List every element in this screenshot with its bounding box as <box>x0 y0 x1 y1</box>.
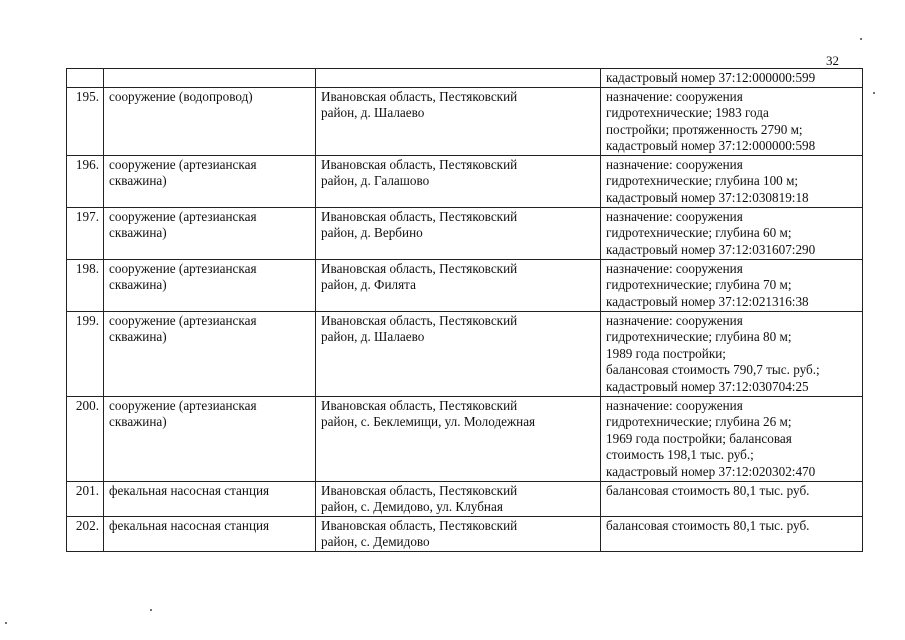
description-line: 1989 года постройки; <box>606 345 726 361</box>
description-line: кадастровый номер 37:12:030704:25 <box>606 378 809 394</box>
description-cell <box>601 481 863 516</box>
register-body <box>67 69 863 552</box>
object-name-cell <box>104 259 316 311</box>
table-row <box>67 155 863 207</box>
object-name-line: сооружение (артезианская <box>109 312 257 328</box>
page-number: 32 <box>826 53 839 68</box>
address-line: Ивановская область, Пестяковский <box>321 88 518 104</box>
description-line: постройки; протяженность 2790 м; <box>606 121 803 137</box>
address-cell <box>316 87 601 155</box>
description-line: гидротехнические; глубина 80 м; <box>606 329 792 344</box>
address-line: район, с. Беклемищи, ул. Молодежная <box>321 414 536 429</box>
description-line: балансовая стоимость 80,1 тыс. руб. <box>606 517 810 533</box>
table-row <box>67 481 863 516</box>
address-cell <box>316 69 601 88</box>
object-name-cell <box>104 516 316 551</box>
address-line: Ивановская область, Пестяковский <box>321 482 518 498</box>
object-name-line: скважина) <box>109 277 167 292</box>
object-name-line: фекальная насосная станция <box>109 482 270 498</box>
description-line: назначение: сооружения <box>606 397 743 413</box>
description-cell <box>601 87 863 155</box>
object-name-cell <box>104 69 316 88</box>
object-name-line: сооружение (артезианская <box>109 397 257 413</box>
description-line: гидротехнические; глубина 70 м; <box>606 277 792 292</box>
object-name-line: скважина) <box>109 329 167 344</box>
description-line: назначение: сооружения <box>606 208 743 224</box>
address-line: Ивановская область, Пестяковский <box>321 156 518 172</box>
address-line: Ивановская область, Пестяковский <box>321 260 518 276</box>
description-cell <box>601 311 863 396</box>
object-name-line: сооружение (водопровод) <box>109 88 253 104</box>
address-line: район, д. Филята <box>321 277 416 292</box>
address-cell <box>316 516 601 551</box>
description-line: стоимость 198,1 тыс. руб.; <box>606 447 754 462</box>
scan-speck <box>150 609 152 611</box>
row-number: 195. <box>67 87 104 155</box>
description-line: назначение: сооружения <box>606 156 743 172</box>
object-name-line: скважина) <box>109 173 167 188</box>
object-name-line: сооружение (артезианская <box>109 156 257 172</box>
description-line: 1969 года постройки; балансовая <box>606 430 792 446</box>
table-row <box>67 69 863 88</box>
property-register-table <box>66 68 863 552</box>
table-row <box>67 396 863 481</box>
description-line: кадастровый номер 37:12:000000:599 <box>606 70 816 85</box>
address-line: Ивановская область, Пестяковский <box>321 312 518 328</box>
address-cell <box>316 396 601 481</box>
address-line: Ивановская область, Пестяковский <box>321 397 518 413</box>
address-cell <box>316 207 601 259</box>
address-line: район, д. Галашово <box>321 173 430 188</box>
address-line: район, д. Вербино <box>321 225 423 240</box>
description-line: гидротехнические; глубина 60 м; <box>606 225 792 240</box>
table-row <box>67 516 863 551</box>
scan-speck <box>873 92 875 94</box>
row-number: 196. <box>67 155 104 207</box>
row-number: 200. <box>67 396 104 481</box>
description-cell <box>601 259 863 311</box>
object-name-line: сооружение (артезианская <box>109 208 257 224</box>
description-line: кадастровый номер 37:12:000000:598 <box>606 138 816 153</box>
row-number: 199. <box>67 311 104 396</box>
address-cell <box>316 259 601 311</box>
description-line: назначение: сооружения <box>606 312 743 328</box>
description-cell <box>601 155 863 207</box>
description-line: гидротехнические; глубина 26 м; <box>606 414 792 429</box>
object-name-line: сооружение (артезианская <box>109 260 257 276</box>
address-line: район, д. Шалаево <box>321 105 425 120</box>
row-number: 201. <box>67 481 104 516</box>
table-row <box>67 87 863 155</box>
object-name-cell <box>104 311 316 396</box>
object-name-cell <box>104 87 316 155</box>
description-cell <box>601 69 863 88</box>
object-name-cell <box>104 155 316 207</box>
table-row <box>67 259 863 311</box>
description-line: назначение: сооружения <box>606 260 743 276</box>
description-cell <box>601 207 863 259</box>
description-line: кадастровый номер 37:12:021316:38 <box>606 293 809 309</box>
address-cell <box>316 311 601 396</box>
object-name-line: скважина) <box>109 225 167 240</box>
description-line: гидротехнические; глубина 100 м; <box>606 173 799 188</box>
description-line: назначение: сооружения <box>606 88 743 104</box>
table-row <box>67 207 863 259</box>
description-line: кадастровый номер 37:12:030819:18 <box>606 189 809 205</box>
object-name-line: фекальная насосная станция <box>109 517 270 533</box>
table-row <box>67 311 863 396</box>
address-cell <box>316 155 601 207</box>
address-line: Ивановская область, Пестяковский <box>321 517 518 533</box>
description-line: кадастровый номер 37:12:020302:470 <box>606 463 816 479</box>
row-number: 197. <box>67 207 104 259</box>
row-number: 202. <box>67 516 104 551</box>
object-name-line: скважина) <box>109 414 167 429</box>
address-line: Ивановская область, Пестяковский <box>321 208 518 224</box>
address-line: район, д. Шалаево <box>321 329 425 344</box>
description-line: балансовая стоимость 790,7 тыс. руб.; <box>606 362 820 377</box>
row-number: 198. <box>67 259 104 311</box>
description-line: кадастровый номер 37:12:031607:290 <box>606 241 816 257</box>
scan-speck <box>860 38 862 40</box>
address-line: район, с. Демидово <box>321 534 430 549</box>
object-name-cell <box>104 207 316 259</box>
description-cell <box>601 516 863 551</box>
address-cell <box>316 481 601 516</box>
object-name-cell <box>104 396 316 481</box>
address-line: район, с. Демидово, ул. Клубная <box>321 499 503 514</box>
description-line: гидротехнические; 1983 года <box>606 105 769 120</box>
object-name-cell <box>104 481 316 516</box>
scan-speck <box>5 622 7 624</box>
description-cell <box>601 396 863 481</box>
description-line: балансовая стоимость 80,1 тыс. руб. <box>606 482 810 498</box>
row-number <box>67 69 104 88</box>
